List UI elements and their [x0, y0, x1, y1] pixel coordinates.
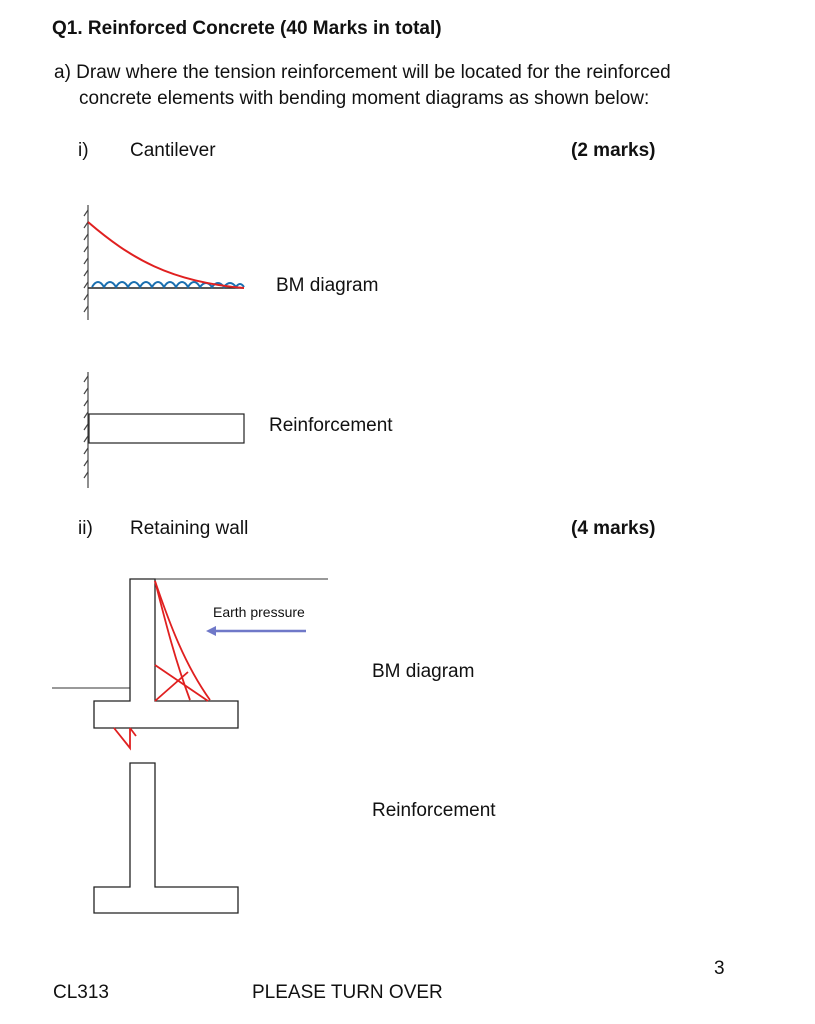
item-ii-reinf-label: Reinforcement [372, 800, 496, 821]
part-a-line2: concrete elements with bending moment diagrams as shown below: [79, 88, 650, 109]
item-i-name: Cantilever [130, 140, 216, 161]
item-i-marks: (2 marks) [571, 140, 656, 161]
turn-over-note: PLEASE TURN OVER [252, 982, 443, 1003]
item-i-reinf-label: Reinforcement [269, 415, 393, 436]
item-i-bm-label: BM diagram [276, 275, 379, 296]
retaining-wall-outline-2 [94, 763, 238, 913]
item-ii-marks: (4 marks) [571, 518, 656, 539]
item-ii-bm-label: BM diagram [372, 661, 475, 682]
item-ii-name: Retaining wall [130, 518, 249, 539]
page-number: 3 [714, 958, 725, 979]
item-i-numeral: i) [78, 140, 89, 161]
earth-pressure-label: Earth pressure [213, 604, 305, 620]
module-code: CL313 [53, 982, 109, 1003]
question-title: Q1. Reinforced Concrete (40 Marks in total) [52, 18, 442, 39]
item-ii-numeral: ii) [78, 518, 93, 539]
part-a-line1: a) Draw where the tension reinforcement will be located for the reinforced [54, 62, 671, 83]
